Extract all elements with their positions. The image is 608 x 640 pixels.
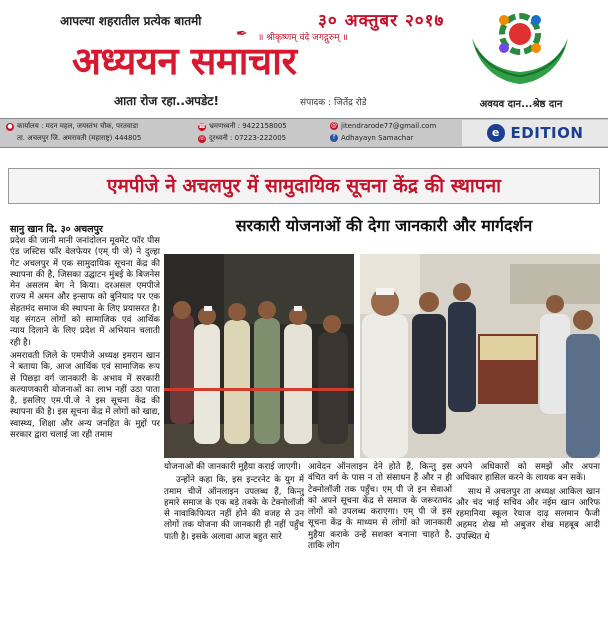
article-byline: सानु खान दि. ३० अचलपुर bbox=[10, 224, 103, 235]
facebook-text[interactable]: Adhayayn Samachar bbox=[341, 134, 414, 142]
issue-date: ३० अक्तुबर २०१७ bbox=[318, 11, 445, 31]
edition-badge bbox=[462, 120, 608, 146]
quill-pen-icon: ✒ bbox=[236, 26, 248, 42]
telephone-icon: ☏ bbox=[198, 134, 206, 142]
ribbon-cutting-illustration bbox=[164, 254, 354, 458]
article-paragraph: साथ में अचलपुर ता अध्यक्ष आकिल खान और चंद भाई सचिव और नईम खान आरिफ रहमानिया स्कूल रेयाज दाढ़ सलमान फैजी अहमद शेख मो अबुजर शेख महबूब आदी उपस्थित थे bbox=[456, 486, 600, 542]
masthead-tagline: आपल्या शहरातील प्रत्येक बातमी bbox=[60, 14, 202, 28]
article-paragraph: आवेदन ऑनलाइन देने होते हैं, किन्तु इस वंचित वर्ग के पास न तो संसाधन हैं और न ही टेक्नोलॉजी तक पहुँच। एम् पी जे इन सेवाओं को अपने सूचना केंद्र से समाज के जरूरतमंद लोगों को उपलब्ध कराएगा। एम् पी जे इस सूचना केंद्र के माध्यम से लोगों को जानकारी मुहैया कराके उन्हें सशक्त बनाना चाहते है, ताकि लोग bbox=[308, 462, 452, 552]
facebook-icon: f bbox=[330, 134, 338, 142]
masthead bbox=[0, 0, 608, 116]
article-column-2 bbox=[164, 462, 304, 545]
article-column-3 bbox=[308, 462, 452, 554]
mobile-number-text: भ्रमणध्वनी : 9422158005 bbox=[209, 122, 287, 130]
article-subheadline: सरकारी योजनाओं की देगा जानकारी और मार्गदर्शन bbox=[235, 216, 533, 235]
information-centre-illustration bbox=[360, 254, 600, 458]
article-column-4 bbox=[456, 462, 600, 545]
article-paragraph: अपने अधिकारों को समझें और अपना अधिकार हासिल करने के लायक बन सकें। bbox=[456, 462, 600, 484]
article-paragraph: योजनाओं की जानकारी मुहैया कराई जाएगी। bbox=[164, 462, 301, 472]
article-headline: एमपीजे ने अचलपुर में सामुदायिक सूचना केंद्र की स्थापना bbox=[106, 175, 502, 197]
editor-credit: संपादक : जितेंद्र रोडे bbox=[300, 98, 367, 108]
office-address bbox=[6, 122, 138, 131]
email-contact[interactable] bbox=[330, 122, 436, 130]
masthead-motto: ॥ श्रीकृष्णम् वंदे जगद्गुरुम् ॥ bbox=[258, 33, 348, 43]
mobile-number bbox=[198, 122, 287, 131]
email-icon: @ bbox=[331, 122, 337, 129]
landline-number-text: दूरध्वनी : 07223-222005 bbox=[209, 134, 287, 142]
address-line-1: कार्यालय : मदन महल, जयस्तंभ चौक, परतवाडा bbox=[17, 122, 139, 130]
office-address-2 bbox=[17, 134, 141, 143]
organ-donation-logo bbox=[446, 8, 596, 112]
landline-number bbox=[198, 134, 286, 143]
hands-heart-icon bbox=[464, 8, 576, 94]
logo-caption: अवयव दान...श्रेष्ठ दान bbox=[479, 99, 563, 110]
masthead-subtagline: आता रोज रहा..अपडेट! bbox=[114, 94, 219, 108]
ribbon-cutting-photo bbox=[164, 254, 354, 458]
article-paragraph: अमरावती जिले के एमपीजे अध्यक्ष इमरान खान ने बताया कि, आज आर्थिक एवं सामाजिक रूप से पिछड़ा वर्ग जानकारी के अभाव में सरकारी कल्याणकारी योजनाओं का लाभ नहीं उठा पाता है, इसलिए एम.पी.जे ने इस सूचना केंद्र की स्थापना की है। इस सूचना केंद्र में लोगों को खाद्य, स्वास्थ्य, शिक्षा और अन्य जनहित के मुद्दों पर सरकार द्वारा चलाई जा रही तमाम bbox=[10, 350, 160, 441]
information-centre-photo bbox=[360, 254, 600, 458]
email-text[interactable]: jitendrarode77@gmail.com bbox=[341, 122, 437, 130]
phone-icon: ☎ bbox=[198, 122, 206, 130]
article-column-1 bbox=[10, 236, 160, 443]
edition-label: EDITION bbox=[510, 124, 584, 142]
newspaper-title: अध्ययन समाचार bbox=[72, 38, 297, 83]
address-line-2: ता. अचलपुर जि. अमरावती (महाराष्ट्र) 444805 bbox=[17, 134, 142, 142]
article-paragraph: उन्होंने कहा कि, इस इन्टरनेट के युग में तमाम चीजें ऑनलाइन उपलब्ध हैं, किन्तु हमारे समाज के एक बड़े तबके के टेक्नोलॉजी से नावाकिफियत नहीं होने की वजह से उन लोगों तक योजना की जानकारी ही नहीं पहुँच पाती है। इसके अलावा आज बहुत सारे bbox=[164, 475, 304, 542]
e-edition-icon: e bbox=[487, 124, 505, 142]
facebook-contact[interactable] bbox=[330, 134, 413, 142]
article-paragraph: प्रदेश की जानी मानी जनांदोलन मूवमेंट फॉर पीस एंड जस्टिस फॉर वेलफेयर (एम् पी जे) ने दुल्हा गेट अचलपुर में एक सामुदायिक सूचना केंद्र की स्थापना की है, जिसका उद्घाटन मुंबई के बिजनेस मेन असलम बेग ने किया। दरअसल एमपीजे राज्य में अमन और इन्साफ को बुनियाद पर एक सेहतमंद समाज की स्थापना के लिए प्रयासरत है। यह संगठन लोगों को सामाजिक एवं आर्थिक न्याय दिलाने के लिए प्रदेश में अभियान चलाती रही है। bbox=[10, 236, 160, 348]
location-pin-icon: ● bbox=[7, 122, 13, 130]
